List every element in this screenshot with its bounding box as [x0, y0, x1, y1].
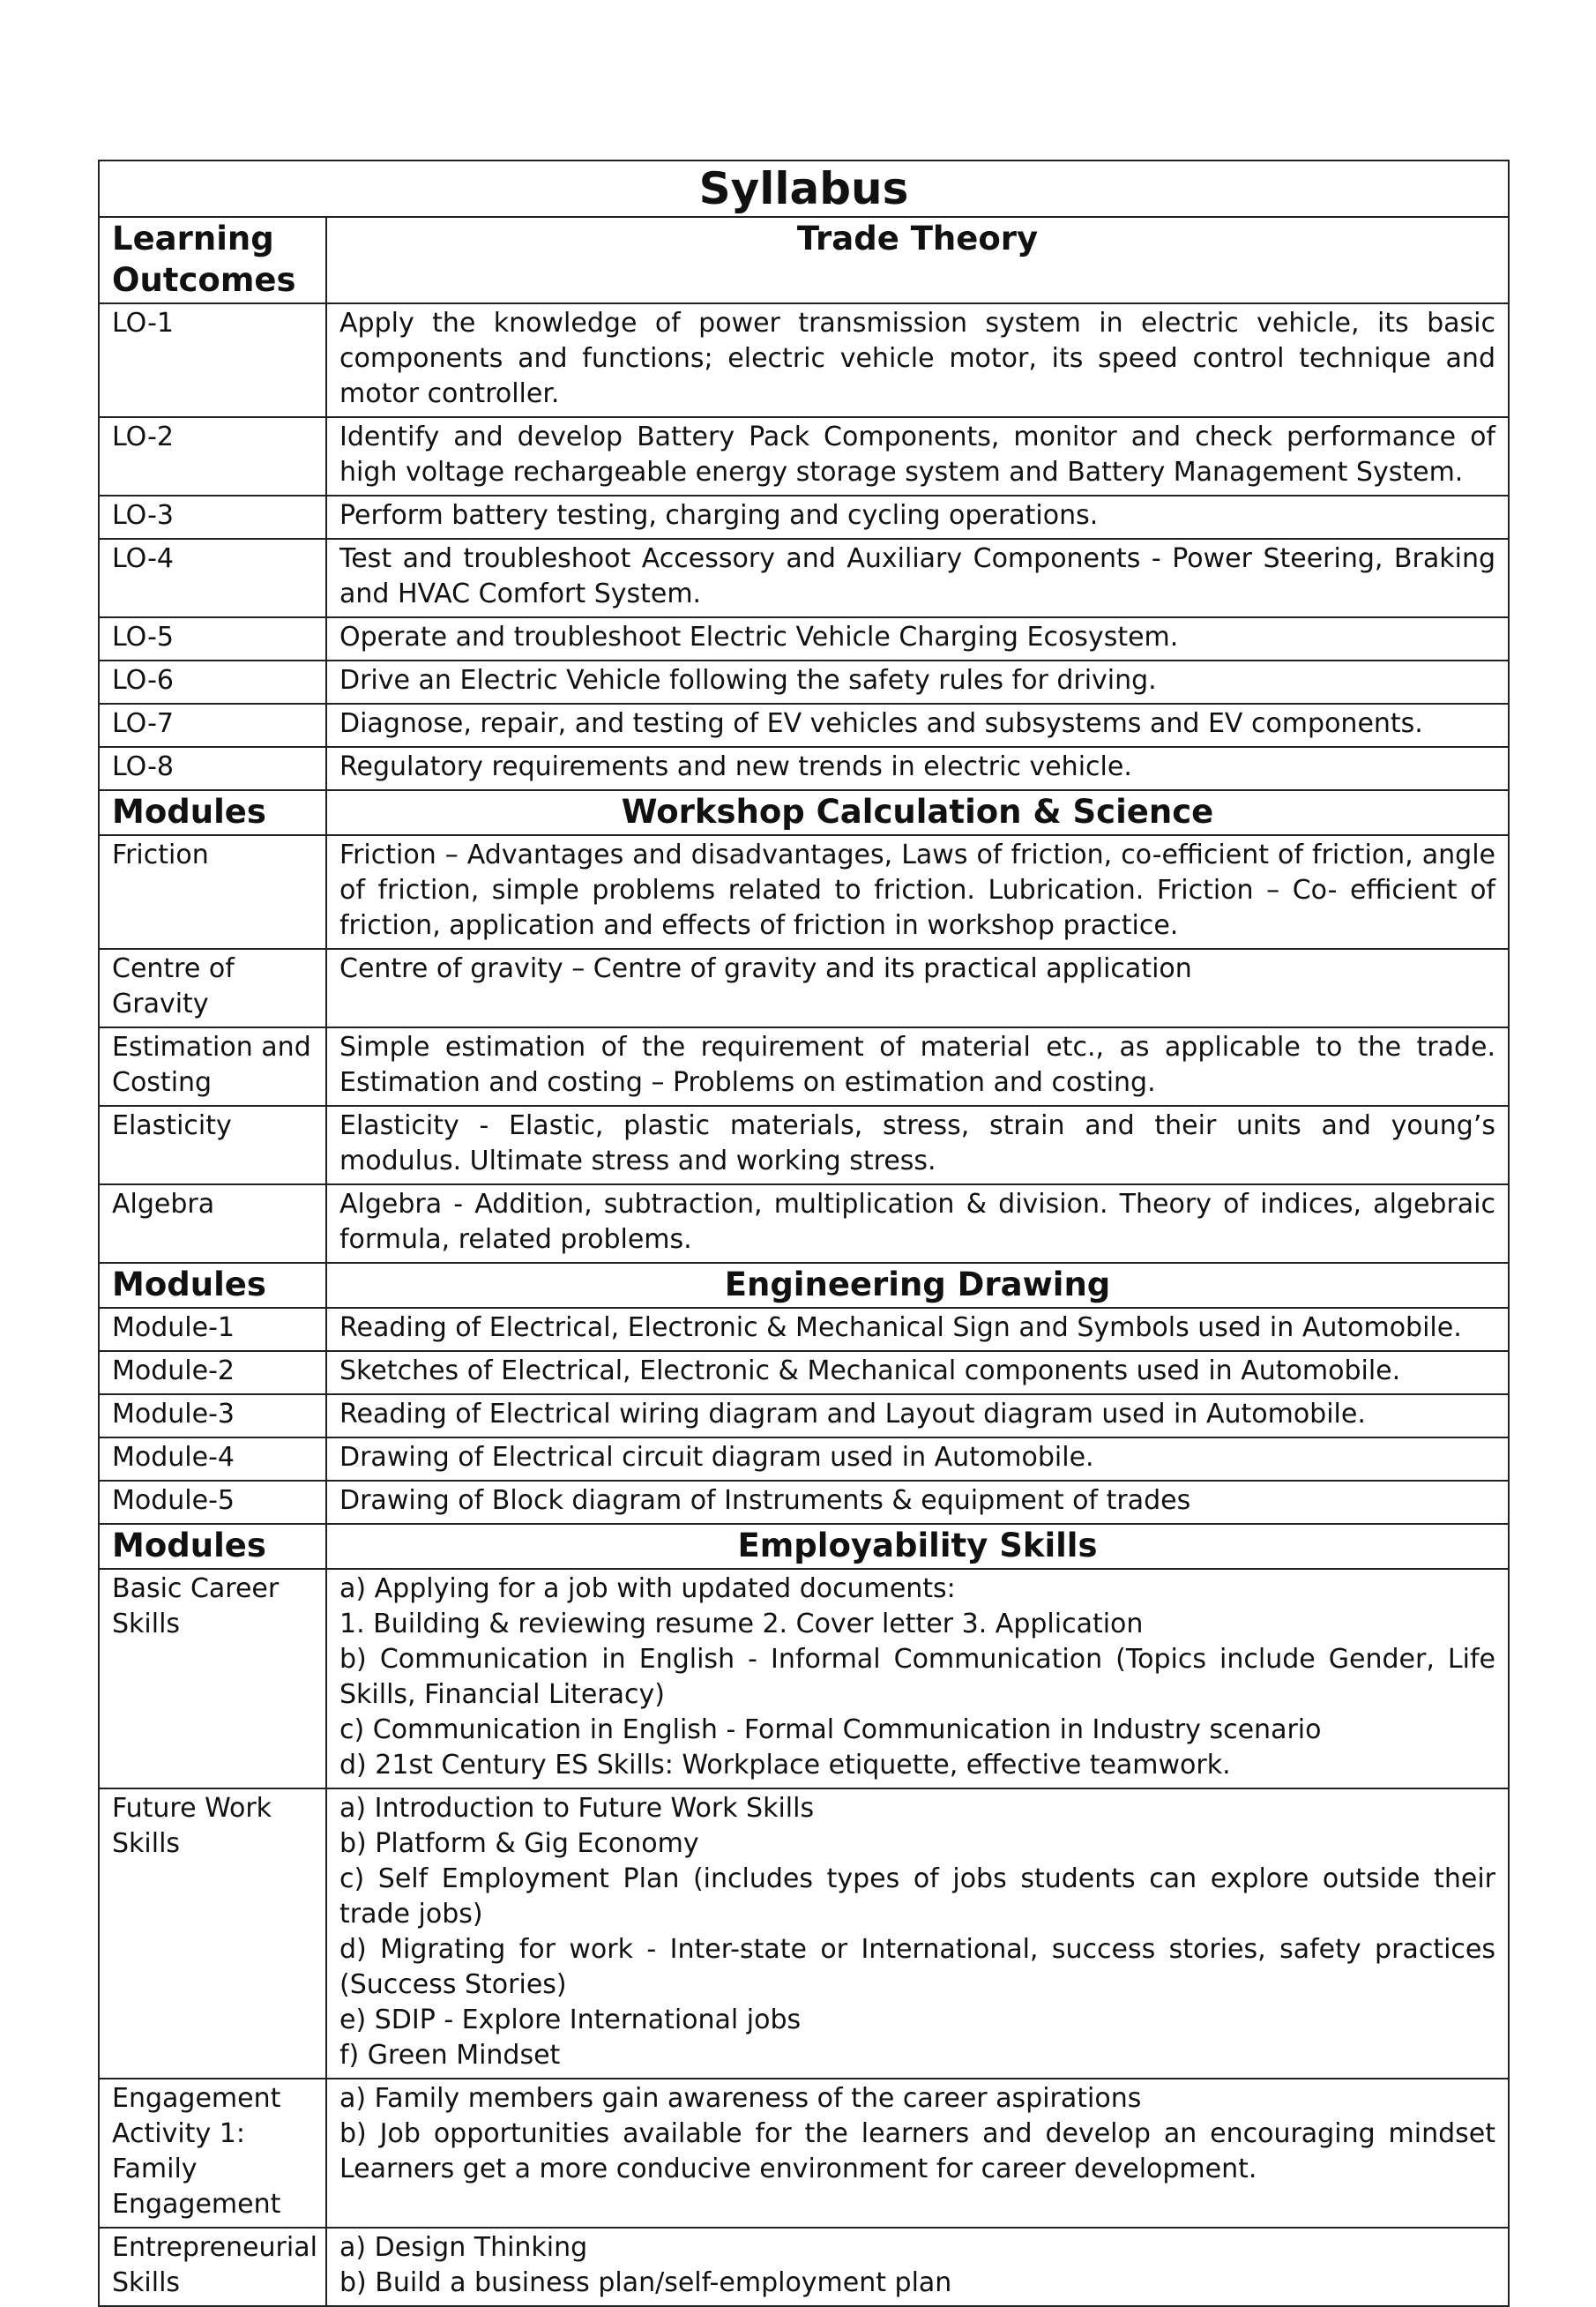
- lo-text: Test and troubleshoot Accessory and Auxiliary Components - Power Steering, Braking and HVAC Comfort System.: [326, 539, 1509, 617]
- table-row: [99, 1394, 1509, 1437]
- section-header-trade-theory: [99, 217, 1509, 303]
- list-item: c) Communication in English - Formal Communication in Industry scenario: [339, 1714, 1322, 1745]
- module-name: Estimation and Costing: [99, 1027, 326, 1106]
- list-item: a) Introduction to Future Work Skills: [339, 1793, 815, 1824]
- table-row: [99, 1106, 1509, 1184]
- lo-text: Regulatory requirements and new trends in electric vehicle.: [326, 747, 1509, 790]
- module-text: Sketches of Electrical, Electronic & Mechanical components used in Automobile.: [326, 1351, 1509, 1394]
- section-header-right: Engineering Drawing: [326, 1263, 1509, 1308]
- module-text: Simple estimation of the requirement of material etc., as applicable to the trade. Estimation and costing – Problems on estimation and costing.: [326, 1027, 1509, 1106]
- section-header-employability: [99, 1524, 1509, 1569]
- section-header-workshop: [99, 790, 1509, 835]
- list-item: d) 21st Century ES Skills: Workplace etiquette, effective teamwork.: [339, 1750, 1231, 1781]
- section-header-right: Employability Skills: [326, 1524, 1509, 1569]
- table-row: [99, 1027, 1509, 1106]
- lo-text: Drive an Electric Vehicle following the safety rules for driving.: [326, 661, 1509, 704]
- table-row: [99, 496, 1509, 539]
- syllabus-body: [99, 161, 1509, 2306]
- table-row: [99, 835, 1509, 949]
- module-name: Module-1: [99, 1308, 326, 1351]
- table-row: [99, 704, 1509, 747]
- list-item: a) Applying for a job with updated documents:: [339, 1573, 956, 1604]
- module-name: Elasticity: [99, 1106, 326, 1184]
- module-text: Friction – Advantages and disadvantages, Laws of friction, co-efficient of friction, angle of friction, simple problems related to friction. Lubrication. Friction – Co- efficient of friction, application and effects of friction in workshop practice.: [326, 835, 1509, 949]
- lo-code: LO-4: [99, 539, 326, 617]
- module-name: Future Work Skills: [99, 1788, 326, 2079]
- module-name: Friction: [99, 835, 326, 949]
- section-header-left: Modules: [99, 1524, 326, 1569]
- table-row: [99, 1569, 1509, 1788]
- module-name: Entrepreneurial Skills: [99, 2228, 326, 2306]
- lo-code: LO-8: [99, 747, 326, 790]
- module-lines: [326, 1569, 1509, 1788]
- table-row: [99, 1788, 1509, 2079]
- module-name: Basic Career Skills: [99, 1569, 326, 1788]
- list-item: b) Job opportunities available for the learners and develop an encouraging mindset Learners get a more conducive environment for career development.: [339, 2118, 1495, 2184]
- table-row: [99, 539, 1509, 617]
- list-item: f) Green Mindset: [339, 2040, 561, 2071]
- syllabus-table: [98, 160, 1510, 2307]
- module-text: Elasticity - Elastic, plastic materials, stress, strain and their units and young’s modulus. Ultimate stress and working stress.: [326, 1106, 1509, 1184]
- table-row: [99, 417, 1509, 496]
- list-item: 1. Building & reviewing resume 2. Cover letter 3. Application: [339, 1609, 1144, 1639]
- lo-code: LO-1: [99, 303, 326, 417]
- table-row: [99, 1481, 1509, 1524]
- lo-code: LO-2: [99, 417, 326, 496]
- lo-text: Identify and develop Battery Pack Components, monitor and check performance of high voltage rechargeable energy storage system and Battery Management System.: [326, 417, 1509, 496]
- lo-code: LO-6: [99, 661, 326, 704]
- lo-code: LO-3: [99, 496, 326, 539]
- syllabus-page: [98, 160, 1508, 2307]
- lo-text: Apply the knowledge of power transmission system in electric vehicle, its basic components and functions; electric vehicle motor, its speed control technique and motor controller.: [326, 303, 1509, 417]
- table-row: [99, 747, 1509, 790]
- list-item: b) Build a business plan/self-employment plan: [339, 2267, 952, 2298]
- lo-text: Perform battery testing, charging and cycling operations.: [326, 496, 1509, 539]
- module-text: Centre of gravity – Centre of gravity and its practical application: [326, 949, 1509, 1027]
- module-name: Algebra: [99, 1184, 326, 1263]
- module-name: Module-5: [99, 1481, 326, 1524]
- table-row: [99, 1308, 1509, 1351]
- list-item: b) Communication in English - Informal Communication (Topics include Gender, Life Skills, Financial Literacy): [339, 1644, 1495, 1710]
- section-header-right: Workshop Calculation & Science: [326, 790, 1509, 835]
- module-name: Centre of Gravity: [99, 949, 326, 1027]
- module-text: Algebra - Addition, subtraction, multiplication & division. Theory of indices, algebraic formula, related problems.: [326, 1184, 1509, 1263]
- title-row: [99, 161, 1509, 217]
- module-lines: [326, 2079, 1509, 2228]
- table-row: [99, 949, 1509, 1027]
- module-name: Module-2: [99, 1351, 326, 1394]
- module-lines: [326, 2228, 1509, 2306]
- module-text: Drawing of Electrical circuit diagram used in Automobile.: [326, 1437, 1509, 1481]
- lo-text: Diagnose, repair, and testing of EV vehicles and subsystems and EV components.: [326, 704, 1509, 747]
- section-header-left: Learning Outcomes: [99, 217, 326, 303]
- list-item: c) Self Employment Plan (includes types of jobs students can explore outside their trade jobs): [339, 1863, 1495, 1930]
- list-item: a) Family members gain awareness of the career aspirations: [339, 2083, 1142, 2114]
- lo-text: Operate and troubleshoot Electric Vehicle Charging Ecosystem.: [326, 617, 1509, 661]
- module-lines: [326, 1788, 1509, 2079]
- module-name: Module-3: [99, 1394, 326, 1437]
- table-row: [99, 1437, 1509, 1481]
- section-header-left: Modules: [99, 1263, 326, 1308]
- table-row: [99, 661, 1509, 704]
- list-item: a) Design Thinking: [339, 2232, 588, 2263]
- section-header-left: Modules: [99, 790, 326, 835]
- syllabus-title: Syllabus: [99, 161, 1509, 217]
- lo-code: LO-5: [99, 617, 326, 661]
- lo-code: LO-7: [99, 704, 326, 747]
- table-row: [99, 1184, 1509, 1263]
- list-item: b) Platform & Gig Economy: [339, 1828, 699, 1859]
- table-row: [99, 1351, 1509, 1394]
- section-header-drawing: [99, 1263, 1509, 1308]
- module-name: Engagement Activity 1: Family Engagement: [99, 2079, 326, 2228]
- module-text: Drawing of Block diagram of Instruments & equipment of trades: [326, 1481, 1509, 1524]
- module-name: Module-4: [99, 1437, 326, 1481]
- section-header-right: Trade Theory: [326, 217, 1509, 303]
- table-row: [99, 2079, 1509, 2228]
- list-item: d) Migrating for work - Inter-state or International, success stories, safety practices (Success Stories): [339, 1934, 1495, 2000]
- module-text: Reading of Electrical wiring diagram and Layout diagram used in Automobile.: [326, 1394, 1509, 1437]
- list-item: e) SDIP - Explore International jobs: [339, 2005, 802, 2035]
- table-row: [99, 617, 1509, 661]
- module-text: Reading of Electrical, Electronic & Mechanical Sign and Symbols used in Automobile.: [326, 1308, 1509, 1351]
- table-row: [99, 2228, 1509, 2306]
- table-row: [99, 303, 1509, 417]
